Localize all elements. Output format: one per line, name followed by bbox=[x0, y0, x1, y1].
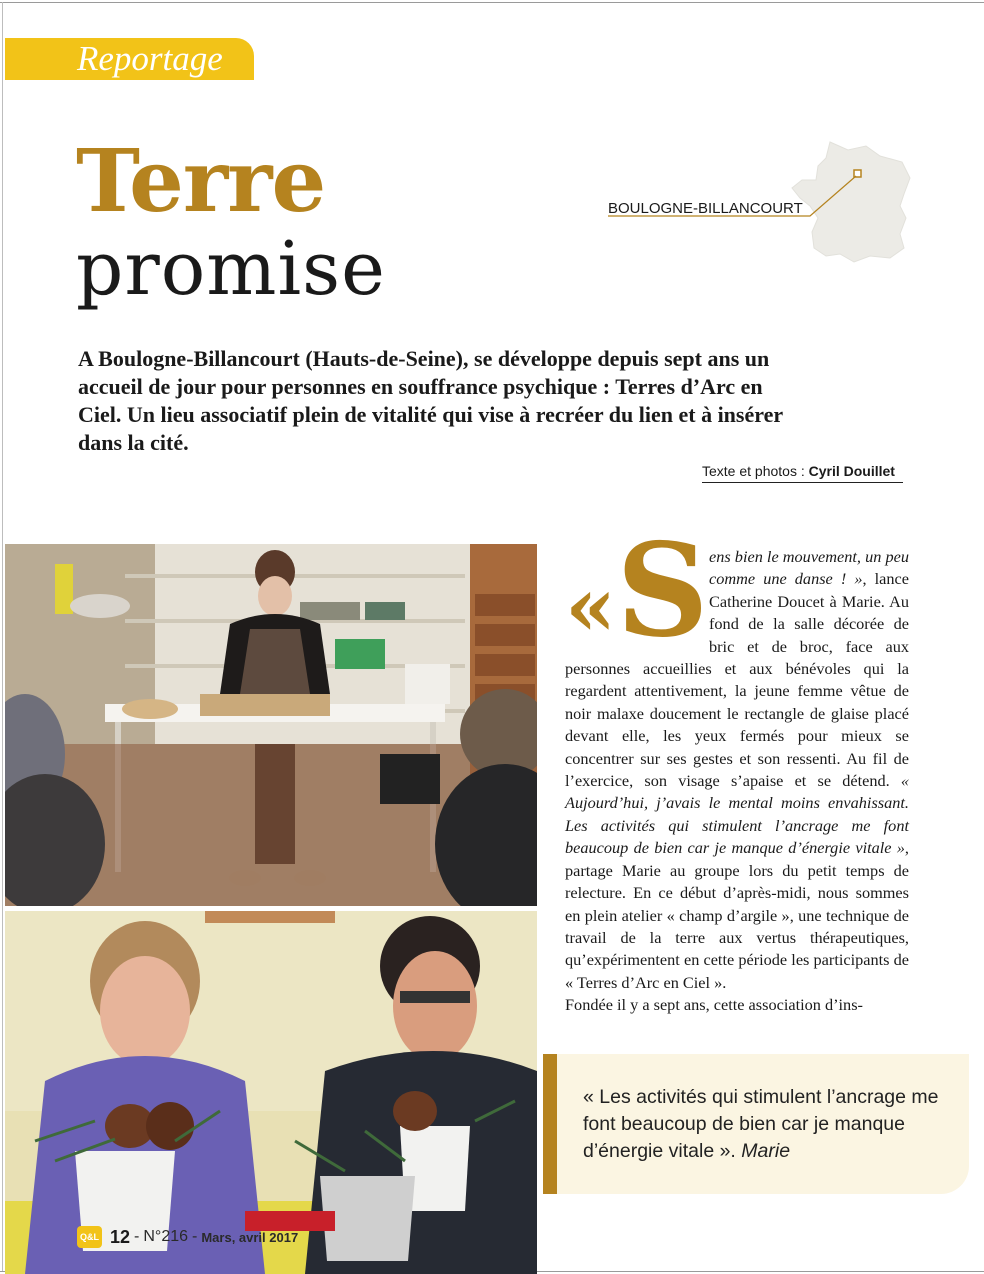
body-paragraph-2: , partage Marie au groupe lors du petit temps de relecture. En ce début d’après-midi, nous sommes en plein atelier « champ d’argile », une technique de travail de la terre aux vertus thérapeutiques, qu’expérimentent en cette période les participants de « Terres d’Arc en Ciel ». bbox=[565, 838, 909, 992]
rubric-label: Reportage bbox=[77, 39, 223, 78]
dropcap-block bbox=[565, 516, 709, 666]
body-paragraph-3: Fondée il y a sept ans, cette association d’ins- bbox=[565, 995, 863, 1015]
body-inline-quote: « Aujourd’hui, j’avais le mental moins envahissant. Les activités qui stimulent l’ancrage me font beaucoup de bien car je manque d’énergie vitale » bbox=[565, 771, 909, 858]
rubric-banner bbox=[5, 38, 254, 80]
pull-quote bbox=[543, 1054, 969, 1194]
frame-left bbox=[2, 2, 3, 1272]
credit-name: Cyril Douillet bbox=[808, 463, 895, 479]
location-label: BOULOGNE-BILLANCOURT bbox=[608, 200, 803, 217]
folio-separator: - bbox=[134, 1228, 140, 1245]
dropcap-letter: S bbox=[616, 516, 709, 666]
article-body bbox=[565, 516, 909, 1017]
frame-top bbox=[0, 2, 984, 3]
pull-quote-text: « Les activités qui stimulent l’ancrage me font beaucoup de bien car je manque d’énergie vitale ». bbox=[583, 1086, 939, 1162]
chapo: A Boulogne-Billancourt (Hauts-de-Seine), se développe depuis sept ans un accueil de jour pour personnes en souffrance psychique : Terres d’Arc en Ciel. Un lieu associatif plein de vitalité qui vise à recréer du lien et à insérer dans la cité. bbox=[78, 346, 783, 455]
photo-credit bbox=[702, 463, 903, 483]
issue-number: N°216 bbox=[143, 1228, 189, 1245]
magazine-logo-icon: Q&L bbox=[77, 1226, 102, 1248]
issue-date: Mars, avril 2017 bbox=[201, 1229, 299, 1245]
photo-clay-workshop bbox=[5, 544, 537, 906]
folio bbox=[77, 1224, 298, 1250]
photo-flower-arrangement bbox=[5, 911, 537, 1274]
body-paragraph-1: , lance Catherine Doucet à Marie. Au fond de la salle décorée de bric et de broc, face aux personnes accueillies et aux bénévoles qui la regardent attentivement, la jeune femme vêtue de noir malaxe doucement le rectangle de glaise placé devant elle, les yeux fermés pour mieux se concentrer sur ses gestes et son ressenti. Au fil de l’exercice, son visage s’apaise et se détend. bbox=[565, 569, 909, 791]
pull-quote-text-block bbox=[583, 1084, 963, 1165]
title-line-1: Terre bbox=[76, 131, 326, 232]
folio-separator-2: - bbox=[192, 1228, 198, 1245]
page-number: 12 bbox=[110, 1226, 131, 1247]
body-italic-intro: ens bien le mouvement, un peu comme une danse ! » bbox=[709, 547, 909, 589]
pull-quote-bar bbox=[543, 1054, 557, 1194]
title-line-2: promise bbox=[76, 226, 386, 312]
pull-quote-author: Marie bbox=[741, 1140, 791, 1162]
dropcap: «S bbox=[565, 516, 709, 666]
credit-label: Texte et photos : bbox=[702, 463, 809, 479]
